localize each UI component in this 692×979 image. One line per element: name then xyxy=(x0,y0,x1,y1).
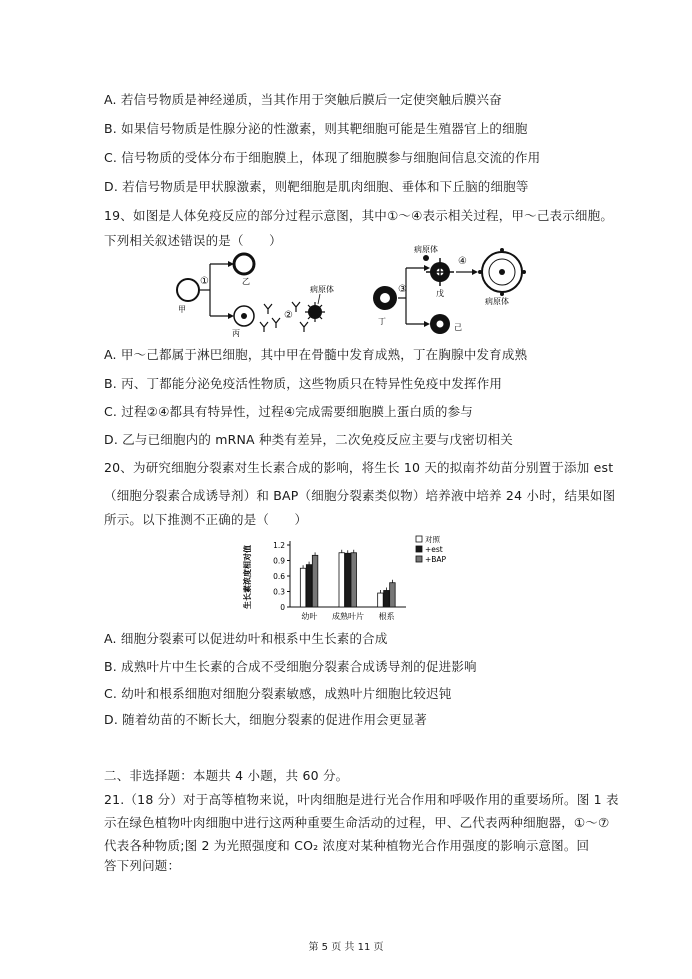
bar xyxy=(300,568,305,607)
q19-option-a: A. 甲～己都属于淋巴细胞，其中甲在骨髓中发育成熟，丁在胸腺中发育成熟 xyxy=(104,347,528,362)
label-jia: 甲 xyxy=(178,305,186,314)
y-tick-label: 0.6 xyxy=(273,572,285,581)
q19-option-b: B. 丙、丁都能分泌免疫活性物质，这些物质只在特异性免疫中发挥作用 xyxy=(104,376,503,391)
immune-process-diagram xyxy=(160,244,540,340)
legend-swatch xyxy=(416,546,422,552)
bar xyxy=(351,553,357,607)
category-label: 幼叶 xyxy=(301,612,318,621)
y-tick-label: 1.2 xyxy=(273,541,285,550)
q19-stem-1: 19、如图是人体免疫反应的部分过程示意图，其中①～④表示相关过程，甲～己表示细胞。 xyxy=(104,208,614,223)
label-wu: 戊 xyxy=(436,289,444,298)
q20-option-c: C. 幼叶和根系细胞对细胞分裂素敏感，成熟叶片细胞比较迟钝 xyxy=(104,686,452,701)
auxin-bar-chart xyxy=(238,535,468,627)
process-4: ④ xyxy=(458,256,467,267)
pathogen-label-2: 病原体 xyxy=(414,245,438,254)
section2-heading: 二、非选择题：本题共 4 小题，共 60 分。 xyxy=(104,768,349,783)
y-tick-label: 0.3 xyxy=(273,587,285,597)
q19-option-c: C. 过程②④都具有特异性，过程④完成需要细胞膜上蛋白质的参与 xyxy=(104,404,473,419)
pathogen-label-3: 病原体 xyxy=(485,297,509,306)
bar xyxy=(384,590,390,607)
bar xyxy=(345,553,351,607)
bar xyxy=(312,555,318,607)
q21-line-3: 代表各种物质;图 2 为光照强度和 CO₂ 浓度对某种植物光合作用强度的影响示意图。回 xyxy=(104,838,590,853)
q20-option-d: D. 随着幼苗的不断长大，细胞分裂素的促进作用会更显著 xyxy=(104,712,427,727)
q20-stem-2: （细胞分裂素合成诱导剂）和 BAP（细胞分裂素类似物）培养液中培养 24 小时，结果如图 xyxy=(104,488,616,503)
y-axis-label: 生长素浓度相对值 xyxy=(243,545,252,609)
q20-option-b: B. 成熟叶片中生长素的合成不受细胞分裂素合成诱导剂的促进影响 xyxy=(104,659,477,674)
bar xyxy=(339,553,345,607)
category-label: 成熟叶片 xyxy=(332,612,364,621)
q18-option-d: D. 若信号物质是甲状腺激素，则靶细胞是肌肉细胞、垂体和下丘脑的细胞等 xyxy=(104,179,529,194)
q21-line-1: 21.（18 分）对于高等植物来说，叶肉细胞是进行光合作用和呼吸作用的重要场所。图 1 表 xyxy=(104,792,619,807)
q18-option-a: A. 若信号物质是神经递质，当其作用于突触后膜后一定使突触后膜兴奋 xyxy=(104,92,502,107)
q18-option-c: C. 信号物质的受体分布于细胞膜上，体现了细胞膜参与细胞间信息交流的作用 xyxy=(104,150,541,165)
legend-label: 对照 xyxy=(425,535,440,544)
label-bing: 丙 xyxy=(232,329,240,338)
q20-stem-3: 所示。以下推测不正确的是（ ） xyxy=(104,512,308,527)
bar xyxy=(378,593,384,607)
q20-option-a: A. 细胞分裂素可以促进幼叶和根系中生长素的合成 xyxy=(104,631,388,646)
process-1: ① xyxy=(200,276,209,287)
y-tick-label: 0.9 xyxy=(273,556,285,566)
legend-swatch xyxy=(416,536,422,542)
label-yi: 乙 xyxy=(242,277,250,286)
page-footer: 第 5 页 共 11 页 xyxy=(308,942,384,953)
q20-stem-1: 20、为研究细胞分裂素对生长素合成的影响，将生长 10 天的拟南芥幼苗分别置于添加 est xyxy=(104,460,614,475)
label-ding: 丁 xyxy=(378,317,386,326)
label-ji: 己 xyxy=(454,323,462,332)
legend-label: +est xyxy=(425,545,443,554)
pathogen-label-1: 病原体 xyxy=(310,285,334,294)
category-label: 根系 xyxy=(378,612,395,621)
q21-line-4: 答下列问题： xyxy=(104,858,181,873)
q18-option-b: B. 如果信号物质是性腺分泌的性激素，则其靶细胞可能是生殖器官上的细胞 xyxy=(104,121,528,136)
legend-label: +BAP xyxy=(425,555,447,564)
q21-line-2: 示在绿色植物叶肉细胞中进行这两种重要生命活动的过程，甲、乙代表两种细胞器，①～⑦ xyxy=(104,815,610,830)
process-3: ③ xyxy=(398,284,407,295)
bar xyxy=(390,583,396,607)
q19-option-d: D. 乙与已细胞内的 mRNA 种类有差异，二次免疫反应主要与戊密切相关 xyxy=(104,432,513,447)
q19-stem-2: 下列相关叙述错误的是（ ） xyxy=(104,233,282,248)
bar xyxy=(306,565,312,607)
process-2: ② xyxy=(284,310,293,321)
legend-swatch xyxy=(416,556,422,562)
y-tick-label: 0 xyxy=(280,603,285,612)
